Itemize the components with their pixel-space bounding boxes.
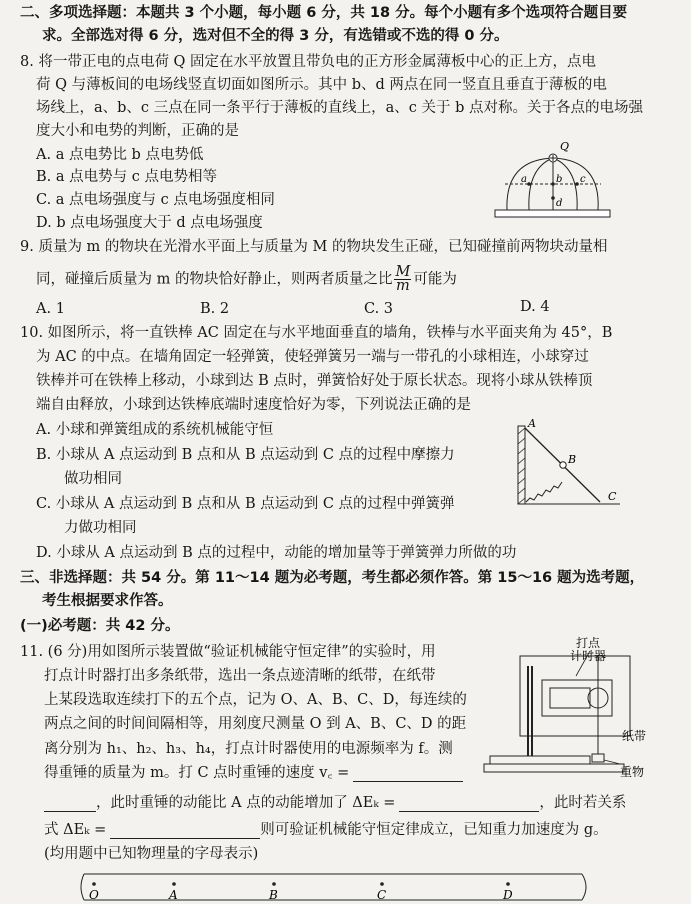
q8-stem-line4: 度大小和电势的判断，正确的是 bbox=[36, 123, 239, 139]
q11-paper-tape bbox=[78, 870, 598, 904]
q11-answer-blank-vc-cont[interactable] bbox=[44, 797, 96, 812]
q8-option-d: D. b 点电场强度大于 d 点电场强度 bbox=[36, 215, 263, 231]
q11-apparatus-diagram bbox=[480, 636, 670, 784]
q10-stem-line3: 铁棒并可在铁棒上移动，小球到达 B 点时，弹簧恰好处于原长状态。现将小球从铁棒顶 bbox=[36, 373, 593, 389]
q11-label-tape: 纸带 bbox=[622, 729, 647, 743]
q11-stem-line7 bbox=[44, 794, 626, 812]
q10-stem-line2: 为 AC 的中点。在墙角固定一轻弹簧，使轻弹簧另一端与一带孔的小球相连，小球穿过 bbox=[36, 349, 589, 365]
section3-title: 三、非选择题：共 54 分。第 11～14 题为必考题，考生都必须作答。第 15～16 题为选考题， bbox=[20, 570, 645, 586]
q9-stem-line2-a: 同，碰撞后质量为 m 的物块恰好静止，则两者质量之比 bbox=[36, 271, 393, 288]
q9-mass-ratio bbox=[394, 266, 411, 293]
tape-point-c: C bbox=[377, 888, 387, 902]
q11-note: (均用题中已知物理量的字母表示) bbox=[44, 846, 259, 862]
q11-label-timer-line2: 计时器 bbox=[570, 649, 607, 663]
q10-stem: 10. 如图所示，将一直铁棒 AC 固定在与水平地面垂直的墙角，铁棒与水平面夹角为 45°，B bbox=[20, 325, 613, 341]
q8-option-b: B. a 点电势与 c 点电势相等 bbox=[36, 169, 217, 185]
q8-field-diagram bbox=[485, 138, 620, 224]
q11-stem-line2: 打点计时器打出多条纸带，选出一条点迹清晰的纸带，在纸带 bbox=[44, 668, 436, 684]
tape-point-d: D bbox=[503, 888, 513, 902]
tape-point-a: A bbox=[169, 888, 178, 902]
q11-answer-blank-relation[interactable] bbox=[110, 824, 260, 839]
q9-option-b: B. 2 bbox=[200, 301, 230, 317]
q10-option-b-cont: 做功相同 bbox=[64, 471, 122, 487]
q10-option-c-cont: 力做功相同 bbox=[64, 520, 137, 536]
q11-stem-line8-text: 式 ΔEₖ = bbox=[44, 822, 107, 838]
tape-point-o: O bbox=[89, 888, 99, 902]
section3-subtitle: (一)必考题：共 42 分。 bbox=[20, 618, 180, 634]
q8-label-b: b bbox=[556, 174, 563, 185]
q9-stem-line2 bbox=[36, 266, 457, 293]
q10-rod-diagram bbox=[516, 418, 628, 508]
q10-option-a: A. 小球和弹簧组成的系统机械能守恒 bbox=[36, 422, 274, 438]
q9-stem: 9. 质量为 m 的物块在光滑水平面上与质量为 M 的物块发生正碰，已知碰撞前两物块动量相 bbox=[20, 239, 608, 255]
q11-label-weight: 重物 bbox=[620, 765, 645, 779]
q10-label-b: B bbox=[568, 453, 577, 466]
section2-title-cont: 求。全部选对得 6 分，选对但不全的得 3 分，有选错或不选的得 0 分。 bbox=[42, 28, 509, 44]
q8-label-a: a bbox=[521, 174, 527, 185]
q11-stem-line6 bbox=[44, 764, 463, 782]
q8-option-a: A. a 点电势比 b 点电势低 bbox=[36, 147, 204, 163]
section2-title: 二、多项选择题：本题共 3 个小题，每小题 6 分，共 18 分。每个小题有多个选项符合题目要 bbox=[20, 5, 628, 21]
q11-answer-blank-vc[interactable] bbox=[353, 767, 463, 782]
q11-stem-line3: 上某段选取连续打下的五个点，记为 O、A、B、C、D，每连续的 bbox=[44, 692, 467, 708]
q11-stem-line7-b: ，此时若关系 bbox=[539, 795, 627, 811]
section3-title-cont: 考生根据要求作答。 bbox=[42, 593, 173, 609]
q9-option-c: C. 3 bbox=[364, 301, 394, 317]
q8-label-c: c bbox=[580, 174, 586, 185]
q8-stem-line2: 荷 Q 与薄板间的电场线竖直切面如图所示。其中 b、d 两点在同一竖直且垂直于薄板的电 bbox=[36, 77, 607, 93]
q9-frac-num: M bbox=[395, 264, 411, 280]
q11-stem: 11. (6 分)用如图所示装置做“验证机械能守恒定律”的实验时，用 bbox=[20, 644, 436, 660]
q11-stem-line8 bbox=[44, 821, 608, 839]
q9-frac-den: m bbox=[396, 278, 410, 294]
q9-stem-line2-b: 可能为 bbox=[413, 271, 457, 288]
q11-stem-line8-b: 则可验证机械能守恒定律成立，已知重力加速度为 g。 bbox=[260, 822, 608, 838]
q10-option-d: D. 小球从 A 点运动到 B 点的过程中，动能的增加量等于弹簧弹力所做的功 bbox=[36, 545, 517, 561]
q8-stem: 8. 将一带正电的点电荷 Q 固定在水平放置且带负电的正方形金属薄板中心的正上方，点电 bbox=[20, 54, 597, 70]
q8-option-c: C. a 点电场强度与 c 点电场强度相同 bbox=[36, 192, 275, 208]
q9-option-a: A. 1 bbox=[36, 301, 65, 317]
q10-label-a: A bbox=[528, 418, 536, 430]
q8-stem-line3: 场线上，a、b、c 三点在同一条平行于薄板的直线上，a、c 关于 b 点对称。关于各点的电场强 bbox=[36, 100, 644, 116]
q10-stem-line4: 端自由释放，小球到达铁棒底端时速度恰好为零，下列说法正确的是 bbox=[36, 397, 471, 413]
q11-label-timer: 打点 bbox=[576, 636, 601, 650]
q11-stem-line5: 离分别为 h₁、h₂、h₃、h₄，打点计时器使用的电源频率为 f。测 bbox=[44, 741, 453, 757]
tape-point-b: B bbox=[269, 888, 278, 902]
q11-stem-line6-text: 得重锤的质量为 m。打 C 点时重锤的速度 v꜀ = bbox=[44, 765, 350, 781]
q8-label-d: d bbox=[556, 198, 563, 209]
q9-option-d: D. 4 bbox=[520, 299, 550, 315]
q11-stem-line4: 两点之间的时间间隔相等，用刻度尺测量 O 到 A、B、C、D 的距 bbox=[44, 716, 467, 732]
q10-option-b: B. 小球从 A 点运动到 B 点和从 B 点运动到 C 点的过程中摩擦力 bbox=[36, 447, 455, 463]
q11-stem-line7-text: ，此时重锤的动能比 A 点的动能增加了 ΔEₖ = bbox=[96, 795, 396, 811]
q11-answer-blank-delta-ek[interactable] bbox=[399, 797, 539, 812]
q8-label-q: Q bbox=[560, 140, 570, 153]
q10-option-c: C. 小球从 A 点运动到 B 点和从 B 点运动到 C 点的过程中弹簧弹 bbox=[36, 496, 455, 512]
q10-label-c: C bbox=[608, 490, 617, 503]
